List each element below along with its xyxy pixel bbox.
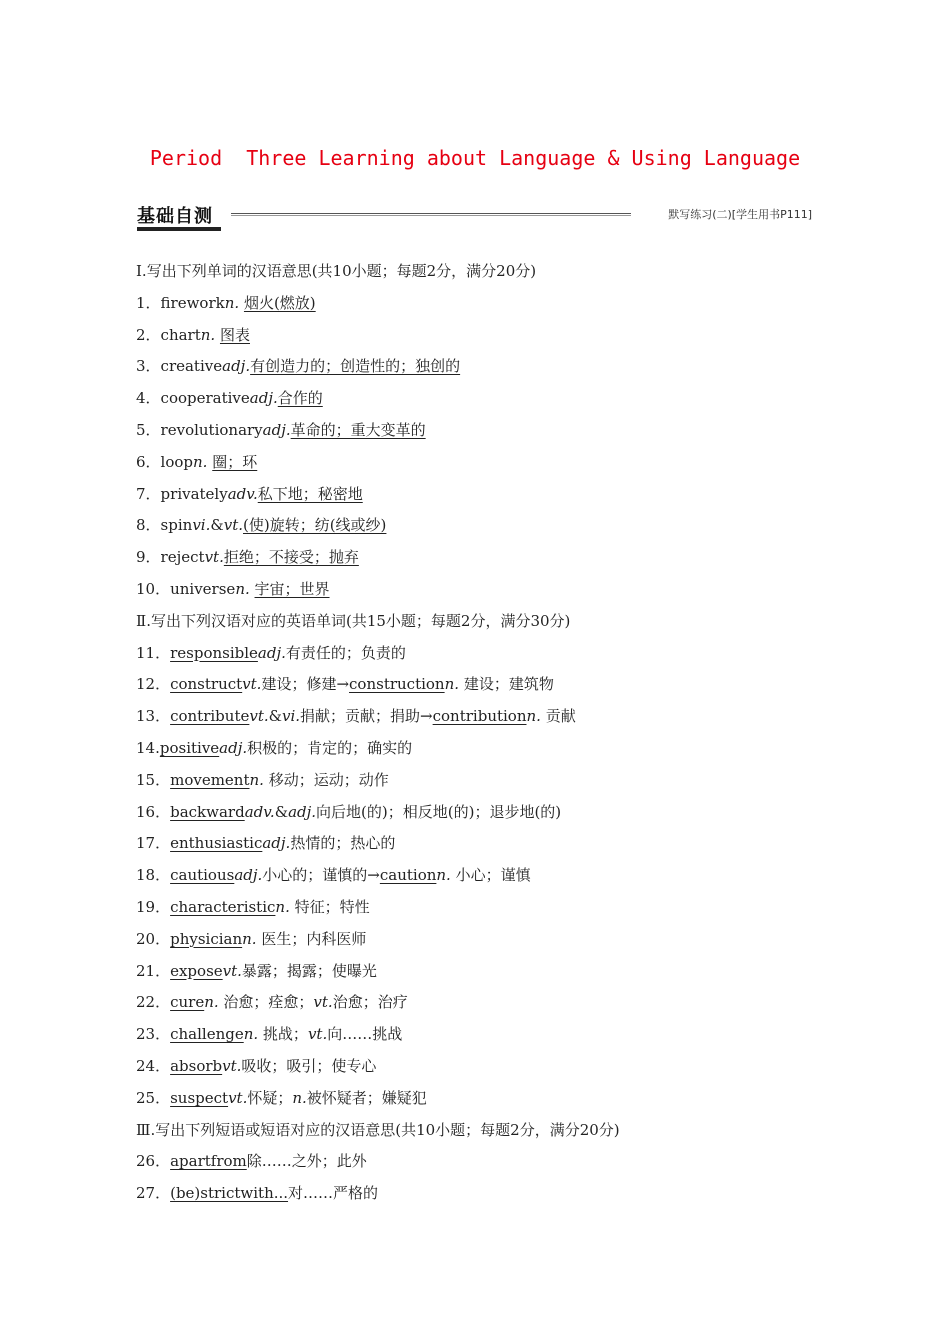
exercise-item [136, 733, 826, 765]
part-of-speech: n. [444, 675, 460, 694]
item-text: 贡献 [540, 707, 576, 726]
exercise-list [136, 256, 826, 1210]
part-of-speech: vi. [282, 707, 301, 726]
item-text: 2．chart [136, 325, 201, 344]
part-of-speech: vt. [242, 675, 262, 694]
item-text: 22． [136, 993, 171, 1012]
exercise-item [136, 987, 826, 1019]
answer-text: contribution [432, 707, 527, 726]
exercise-item [136, 638, 826, 670]
exercise-item [136, 1178, 826, 1210]
part-of-speech: n. [242, 929, 257, 948]
answer-text: 烟火(燃放) [243, 293, 316, 312]
item-text: 挑战； [258, 1025, 308, 1044]
exercise-item [136, 860, 826, 892]
item-text: 13． [136, 707, 171, 726]
exercise-item [136, 479, 826, 511]
item-text: 3．creative [136, 357, 223, 376]
exercise-item [136, 669, 826, 701]
part-of-speech: n. [200, 325, 216, 344]
exercise-item [136, 892, 826, 924]
part-of-speech: adj. [288, 802, 317, 821]
item-text: 18． [136, 866, 171, 885]
answer-text: cautious [170, 866, 235, 885]
exercise-item [136, 956, 826, 988]
exercise-item [136, 447, 826, 479]
answer-text: characteristic [170, 897, 276, 916]
item-text: 被怀疑者；嫌疑犯 [306, 1088, 427, 1107]
answer-text: construction [349, 675, 445, 694]
item-text: 11． [136, 643, 171, 662]
part-of-speech: adj. [219, 738, 248, 757]
item-text: 23． [136, 1025, 171, 1044]
section-reference: 默写练习(二)[学生用书P111] [668, 208, 812, 221]
part-of-speech: adv. [244, 802, 275, 821]
part-of-speech: adj. [234, 866, 263, 885]
item-text: 吸收；吸引；使专心 [241, 1056, 377, 1075]
part-of-speech: vt. [222, 1056, 242, 1075]
answer-text: cure [170, 993, 205, 1012]
exercise-section-instruction [136, 606, 826, 638]
answer-text: contribute [170, 707, 250, 726]
answer-text: absorb [170, 1056, 223, 1075]
part-of-speech: n. [275, 897, 290, 916]
exercise-item [136, 701, 826, 733]
item-text: 向后地(的)；相反地(的)；退步地(的) [316, 802, 562, 821]
item-text: 24． [136, 1056, 171, 1075]
item-text: 热情的；热心的 [290, 834, 396, 853]
item-text: 6．loop [136, 452, 194, 471]
part-of-speech: n. [235, 579, 250, 598]
exercise-item [136, 828, 826, 860]
section-divider [231, 213, 631, 214]
item-text: 小心；谨慎 [450, 866, 531, 885]
answer-text: (使)旋转；纺(线或纱) [243, 516, 387, 535]
part-of-speech: adj. [257, 643, 286, 662]
section-heading: 基础自测 [137, 206, 213, 227]
part-of-speech: n. [292, 1088, 307, 1107]
item-text: 特征；特性 [289, 897, 370, 916]
answer-text: challenge [170, 1025, 244, 1044]
item-text: 17． [136, 834, 171, 853]
item-text: 向……挑战 [327, 1025, 403, 1044]
exercise-section-instruction [136, 256, 826, 288]
part-of-speech: vt. [307, 1025, 328, 1044]
item-text: 8．spin [136, 516, 193, 535]
answer-text: 革命的；重大变革的 [290, 420, 426, 439]
item-text: 怀疑； [247, 1088, 293, 1107]
exercise-item [136, 924, 826, 956]
exercise-section-instruction [136, 1115, 826, 1147]
answer-text: construct [170, 675, 243, 694]
item-text: 16． [136, 802, 171, 821]
part-of-speech: vt. [249, 707, 269, 726]
item-text: 15． [136, 770, 171, 789]
answer-text: 有创造力的；创造性的；独创的 [250, 357, 461, 376]
part-of-speech: n. [224, 293, 240, 312]
item-text: 医生；内科医师 [256, 929, 367, 948]
section-heading-underline [137, 227, 221, 231]
part-of-speech: adj. [222, 357, 251, 376]
item-text: 7．privately [136, 484, 228, 503]
part-of-speech: vi. [192, 516, 211, 535]
exercise-item [136, 383, 826, 415]
part-of-speech: n. [436, 866, 451, 885]
exercise-item [136, 574, 826, 606]
item-text: 19． [136, 897, 171, 916]
exercise-item [136, 1083, 826, 1115]
answer-text: caution [379, 866, 437, 885]
item-text: 25． [136, 1088, 171, 1107]
exercise-item [136, 288, 826, 320]
exercise-item [136, 765, 826, 797]
exercise-item [136, 797, 826, 829]
item-text: 小心的；谨慎的→ [262, 866, 380, 885]
part-of-speech: vt. [228, 1088, 248, 1107]
item-text: 12． [136, 675, 171, 694]
page-title: Period Three Learning about Language & Using Language [149, 146, 801, 170]
section-header [137, 200, 812, 236]
part-of-speech: adj. [262, 834, 291, 853]
part-of-speech: vt. [222, 961, 242, 980]
item-text: 21． [136, 961, 171, 980]
item-text: 捐献；贡献；捐助→ [300, 707, 433, 726]
item-text: 移动；运动；动作 [263, 770, 389, 789]
exercise-item [136, 510, 826, 542]
item-text: 9．reject [136, 548, 205, 567]
item-text: 建设；建筑物 [459, 675, 554, 694]
item-text: 治愈；痊愈； [218, 993, 314, 1012]
answer-text: 合作的 [277, 389, 323, 408]
item-text: Ⅱ.写出下列汉语对应的英语单词(共15小题；每题2分，满分30分) [136, 611, 571, 630]
item-text: 积极的；肯定的；确实的 [247, 738, 413, 757]
part-of-speech: n. [193, 452, 208, 471]
answer-text: movement [170, 770, 250, 789]
answer-text: physician [170, 929, 243, 948]
answer-text: expose [170, 961, 223, 980]
part-of-speech: adv. [227, 484, 258, 503]
exercise-item [136, 542, 826, 574]
answer-text: responsible [170, 643, 258, 662]
answer-text: enthusiastic [170, 834, 263, 853]
answer-text: 拒绝；不接受；抛弃 [223, 548, 359, 567]
item-text: 对……严格的 [288, 1184, 379, 1203]
exercise-item [136, 351, 826, 383]
item-text: 有责任的；负责的 [285, 643, 406, 662]
answer-text: positive [159, 738, 220, 757]
item-text: 10．universe [136, 579, 236, 598]
item-text: 治愈；治疗 [332, 993, 408, 1012]
part-of-speech: vt. [223, 516, 243, 535]
part-of-speech: adj. [262, 420, 291, 439]
item-text: 1．firework [136, 293, 225, 312]
part-of-speech: adj. [249, 389, 278, 408]
item-text: & [268, 707, 282, 726]
answer-text: 私下地；秘密地 [257, 484, 363, 503]
answer-text: 圈；环 [212, 452, 258, 471]
exercise-item [136, 320, 826, 352]
exercise-item [136, 1146, 826, 1178]
item-text: Ⅲ.写出下列短语或短语对应的汉语意思(共10小题；每题2分，满分20分) [136, 1120, 620, 1139]
answer-text: (be)strictwith... [170, 1184, 289, 1203]
item-text: 27． [136, 1184, 171, 1203]
item-text: 建设；修建→ [261, 675, 350, 694]
item-text: 14. [136, 738, 160, 757]
part-of-speech: vt. [204, 548, 224, 567]
item-text: 4．cooperative [136, 389, 250, 408]
answer-text: 宇宙；世界 [254, 579, 330, 598]
item-text: 除……之外；此外 [246, 1152, 367, 1171]
part-of-speech: n. [249, 770, 264, 789]
part-of-speech: n. [526, 707, 541, 726]
item-text: 20． [136, 929, 171, 948]
answer-text: apartfrom [170, 1152, 247, 1171]
item-text: 5．revolutionary [136, 420, 263, 439]
part-of-speech: vt. [313, 993, 333, 1012]
exercise-item [136, 1019, 826, 1051]
exercise-item [136, 1051, 826, 1083]
part-of-speech: n. [204, 993, 219, 1012]
item-text: & [210, 516, 224, 535]
section-divider-secondary [231, 215, 631, 216]
answer-text: suspect [170, 1088, 229, 1107]
item-text: 26． [136, 1152, 171, 1171]
item-text: & [274, 802, 289, 821]
item-text: 暴露；揭露；使曝光 [241, 961, 377, 980]
item-text: Ⅰ.写出下列单词的汉语意思(共10小题；每题2分，满分20分) [136, 262, 537, 280]
exercise-item [136, 415, 826, 447]
answer-text: backward [170, 802, 245, 821]
part-of-speech: n. [243, 1025, 259, 1044]
answer-text: 图表 [219, 325, 250, 344]
